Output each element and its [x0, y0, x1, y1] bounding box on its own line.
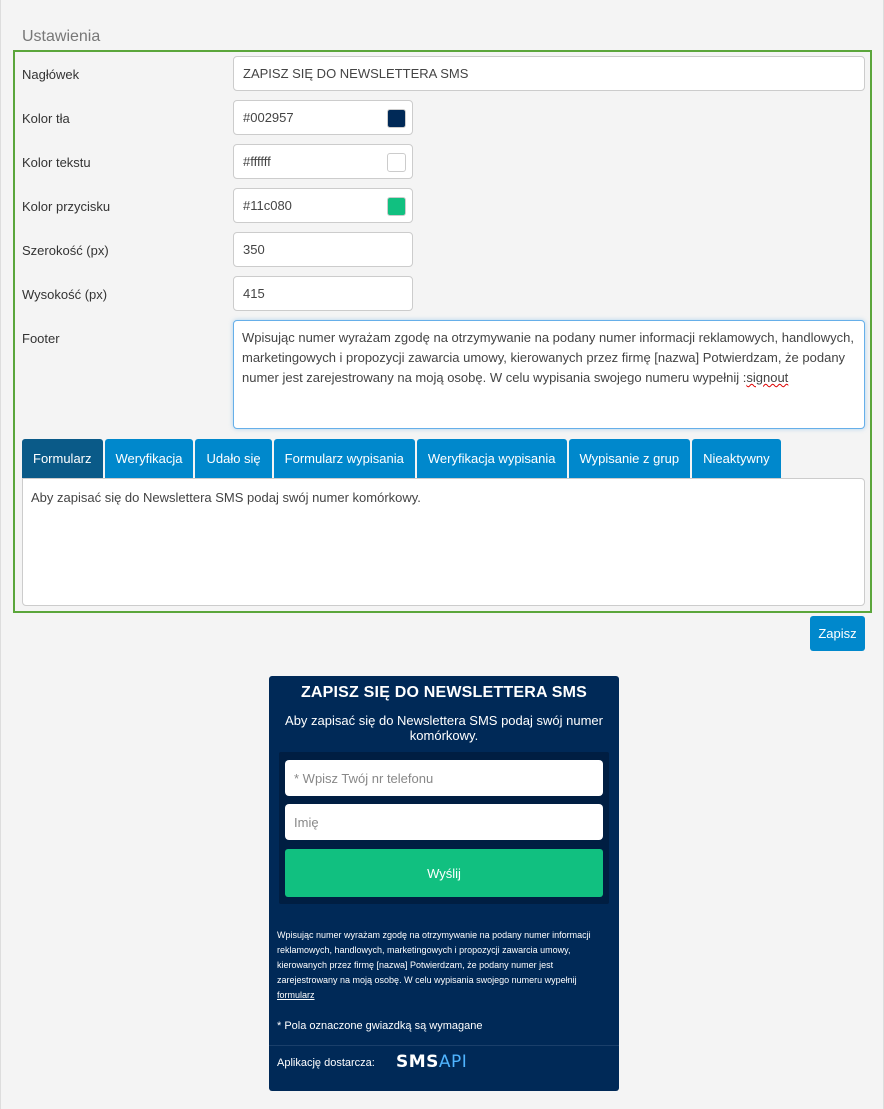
footer-textarea[interactable] [233, 320, 865, 429]
bg-color-swatch[interactable] [387, 109, 406, 128]
smsapi-logo [396, 1052, 467, 1072]
save-button[interactable]: Zapisz [810, 616, 865, 651]
send-button[interactable]: Wyślij [285, 849, 603, 897]
tab-udalo-sie[interactable]: Udało się [195, 439, 271, 478]
button-color-input[interactable] [233, 188, 413, 223]
bg-color-input[interactable] [233, 100, 413, 135]
preview-description: Aby zapisać się do Newslettera SMS podaj swój numer komórkowy. [285, 713, 603, 743]
phone-input[interactable]: * Wpisz Twój nr telefonu [285, 760, 603, 796]
text-color-value: #ffffff [243, 154, 271, 169]
tab-content-editor[interactable]: Aby zapisać się do Newslettera SMS podaj swój numer komórkowy. [22, 478, 865, 606]
message-tabs [22, 439, 783, 478]
name-input[interactable]: Imię [285, 804, 603, 840]
tab-nieaktywny[interactable]: Nieaktywny [692, 439, 780, 478]
logo-api: API [438, 1052, 468, 1072]
button-color-label: Kolor przycisku [22, 199, 111, 214]
height-input[interactable]: 415 [233, 276, 413, 311]
footer-text: Wpisując numer wyrażam zgodę na otrzymywanie na podany numer informacji reklamowych, handlowych, marketingowych i propozycji zawarcia umowy, kierowanych przez firmę [nazwa] Potwierdzam, że podany numer jest zarejestrowany na moją osobę. W celu wypisania swojego numeru wypełnij : [242, 330, 854, 385]
footer-label: Footer [22, 331, 60, 346]
button-color-value: #11c080 [243, 198, 292, 213]
header-input[interactable]: ZAPISZ SIĘ DO NEWSLETTERA SMS [233, 56, 865, 91]
text-color-swatch[interactable] [387, 153, 406, 172]
tab-weryfikacja-wypisania[interactable]: Weryfikacja wypisania [417, 439, 567, 478]
newsletter-preview [269, 676, 619, 1091]
provider-label: Aplikację dostarcza: [277, 1057, 375, 1069]
tab-formularz[interactable]: Formularz [22, 439, 103, 478]
bg-color-value: #002957 [243, 110, 294, 125]
text-color-label: Kolor tekstu [22, 155, 91, 170]
tab-wypisanie-z-grup[interactable]: Wypisanie z grup [569, 439, 691, 478]
button-color-swatch[interactable] [387, 197, 406, 216]
width-label: Szerokość (px) [22, 243, 109, 258]
preview-title: ZAPISZ SIĘ DO NEWSLETTERA SMS [300, 684, 588, 701]
footer-token: signout [746, 370, 789, 385]
tab-formularz-wypisania[interactable]: Formularz wypisania [274, 439, 415, 478]
tab-weryfikacja[interactable]: Weryfikacja [105, 439, 194, 478]
unsubscribe-link[interactable]: formularz [277, 990, 315, 1000]
preview-form [279, 752, 609, 904]
preview-footer-text: Wpisując numer wyrażam zgodę na otrzymywanie na podany numer informacji reklamowych, handlowych, marketingowych i propozycji zawarcia umowy, kierowanych przez firmę [nazwa] Potwierdzam, że podany numer jest zarejestrowany na moją osobę. W celu wypisania swojego numeru wypełnij [277, 930, 591, 985]
divider [269, 1045, 619, 1046]
height-label: Wysokość (px) [22, 287, 108, 302]
required-note: * Pola oznaczone gwiazdką są wymagane [277, 1020, 483, 1032]
section-title: Ustawienia [22, 28, 101, 45]
text-color-input[interactable] [233, 144, 413, 179]
bg-color-label: Kolor tła [22, 111, 70, 126]
width-input[interactable]: 350 [233, 232, 413, 267]
preview-footer [277, 928, 615, 1003]
logo-sms: SMS [396, 1052, 439, 1072]
header-label: Nagłówek [22, 67, 80, 82]
